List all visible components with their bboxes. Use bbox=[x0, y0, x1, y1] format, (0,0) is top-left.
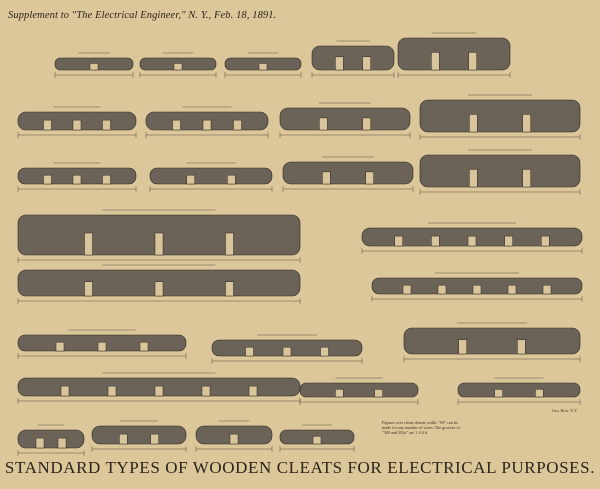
plate-title: STANDARD TYPES OF WOODEN CLEATS FOR ELECTRICAL PURPOSES. bbox=[4, 458, 596, 477]
cleat-groove bbox=[259, 63, 267, 70]
cleat-groove bbox=[61, 386, 69, 396]
cleat-groove bbox=[535, 389, 543, 397]
cleat-groove bbox=[227, 175, 235, 184]
cleat-body bbox=[404, 328, 580, 354]
cleat-groove bbox=[335, 57, 343, 70]
cleat-groove bbox=[234, 120, 242, 130]
cleat-groove bbox=[203, 120, 211, 130]
cleat-groove bbox=[523, 114, 531, 132]
cleat-groove bbox=[103, 175, 111, 184]
cleat-groove bbox=[155, 386, 163, 396]
cleat-groove bbox=[459, 340, 467, 354]
cleat-groove bbox=[226, 282, 234, 296]
cleat-groove bbox=[90, 63, 98, 70]
cleat-groove bbox=[431, 52, 439, 70]
cleat-groove bbox=[469, 114, 477, 132]
cleat-groove bbox=[375, 389, 383, 397]
cleat-groove bbox=[438, 285, 446, 294]
cleat-groove bbox=[283, 347, 291, 356]
engraver-signature: Geo. Bros. N.Y. bbox=[552, 408, 578, 413]
cleat-body bbox=[300, 383, 418, 397]
cleat-groove bbox=[58, 438, 66, 448]
cleat-groove bbox=[226, 233, 234, 255]
cleat-groove bbox=[523, 169, 531, 187]
cleat-groove bbox=[319, 118, 327, 130]
cleat-groove bbox=[366, 172, 374, 184]
cleat-groove bbox=[155, 282, 163, 296]
cleat-groove bbox=[103, 120, 111, 130]
cleat-groove bbox=[108, 386, 116, 396]
cleat-groove bbox=[73, 120, 81, 130]
cleat-groove bbox=[505, 236, 513, 246]
cleat-groove bbox=[85, 282, 93, 296]
cleat-groove bbox=[174, 63, 182, 70]
cleat-groove bbox=[322, 172, 330, 184]
cleat-groove bbox=[119, 434, 127, 444]
cleat-body bbox=[18, 430, 84, 448]
cleat-groove bbox=[431, 236, 439, 246]
cleat-body bbox=[420, 155, 580, 187]
cleat-groove bbox=[395, 236, 403, 246]
cleat-groove bbox=[495, 389, 503, 397]
cleat-groove bbox=[151, 434, 159, 444]
cleat-groove bbox=[36, 438, 44, 448]
cleat-groove bbox=[403, 285, 411, 294]
cleat-groove bbox=[44, 175, 52, 184]
cleat-groove bbox=[202, 386, 210, 396]
cleat-groove bbox=[85, 233, 93, 255]
cleat-groove bbox=[249, 386, 257, 396]
cleat-groove bbox=[508, 285, 516, 294]
cleat-body bbox=[92, 426, 186, 444]
document-header: Supplement to "The Electrical Engineer," N. Y., Feb. 18, 1891. bbox=[8, 10, 277, 21]
cleat-groove bbox=[473, 285, 481, 294]
cleat-body bbox=[283, 162, 413, 184]
cleat-groove bbox=[321, 347, 329, 356]
cleat-groove bbox=[56, 342, 64, 351]
cleat-groove bbox=[335, 389, 343, 397]
cleat-body bbox=[312, 46, 394, 70]
cleat-groove bbox=[363, 118, 371, 130]
cleat-groove bbox=[469, 52, 477, 70]
cleat-body bbox=[420, 100, 580, 132]
cleat-groove bbox=[155, 233, 163, 255]
cleat-groove bbox=[140, 342, 148, 351]
dimension-note: Figures over cleats denote width. "00" can be made for any number of wires. The grooves of "300 and 302a" are 1 1/4 ft. bbox=[382, 420, 460, 435]
cleat-groove bbox=[313, 436, 321, 444]
cleat-groove bbox=[230, 434, 238, 444]
cleat-groove bbox=[73, 175, 81, 184]
cleat-groove bbox=[187, 175, 195, 184]
cleat-groove bbox=[98, 342, 106, 351]
cleat-groove bbox=[246, 347, 254, 356]
cleat-groove bbox=[468, 236, 476, 246]
cleat-groove bbox=[541, 236, 549, 246]
cleat-groove bbox=[517, 340, 525, 354]
cleat-groove bbox=[173, 120, 181, 130]
cleat-body bbox=[398, 38, 510, 70]
cleat-body bbox=[280, 108, 410, 130]
cleat-groove bbox=[543, 285, 551, 294]
cleat-body bbox=[150, 168, 272, 184]
cleat-groove bbox=[469, 169, 477, 187]
cleat-groove bbox=[363, 57, 371, 70]
cleat-groove bbox=[44, 120, 52, 130]
cleat-body bbox=[458, 383, 580, 397]
